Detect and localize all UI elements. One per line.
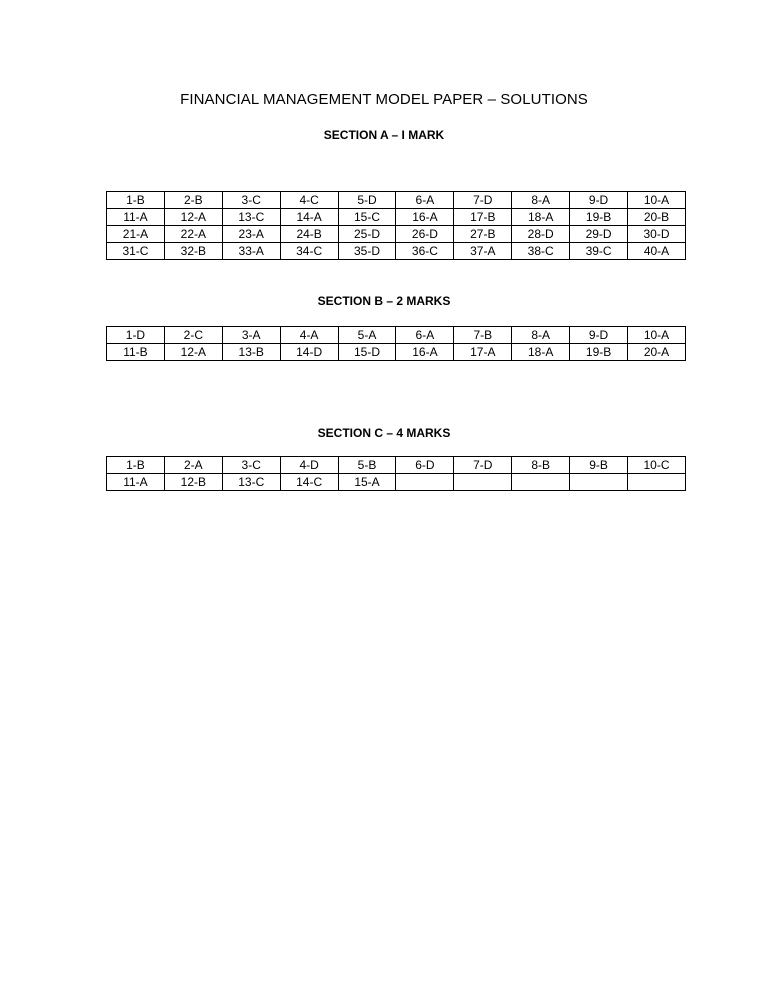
answer-cell: 39-C <box>570 243 628 260</box>
answer-cell: 20-A <box>628 344 686 361</box>
answer-cell: 5-B <box>338 457 396 474</box>
answer-cell: 24-B <box>280 226 338 243</box>
section-c-heading: SECTION C – 4 MARKS <box>317 426 451 440</box>
answer-cell: 8-A <box>512 327 570 344</box>
answer-cell: 8-B <box>512 457 570 474</box>
table-row <box>107 344 686 361</box>
answer-cell: 6-D <box>396 457 454 474</box>
section-b-answer-table <box>106 326 686 361</box>
table-row <box>107 457 686 474</box>
answer-cell: 7-D <box>454 192 512 209</box>
answer-cell: 10-A <box>628 327 686 344</box>
answer-cell: 21-A <box>107 226 165 243</box>
answer-cell: 3-C <box>222 192 280 209</box>
answer-cell: 37-A <box>454 243 512 260</box>
answer-cell: 14-A <box>280 209 338 226</box>
answer-cell: 10-A <box>628 192 686 209</box>
answer-cell: 1-B <box>107 457 165 474</box>
answer-cell: 4-D <box>280 457 338 474</box>
answer-cell: 40-A <box>628 243 686 260</box>
answer-cell: 9-D <box>570 327 628 344</box>
answer-cell: 26-D <box>396 226 454 243</box>
answer-cell: 19-B <box>570 344 628 361</box>
answer-cell: 17-A <box>454 344 512 361</box>
answer-cell: 18-A <box>512 209 570 226</box>
answer-cell: 11-A <box>107 474 165 491</box>
answer-cell: 33-A <box>222 243 280 260</box>
answer-cell: 30-D <box>628 226 686 243</box>
answer-cell: 5-A <box>338 327 396 344</box>
answer-cell: 23-A <box>222 226 280 243</box>
section-a-heading: SECTION A – I MARK <box>323 128 445 142</box>
table-row <box>107 209 686 226</box>
section-c-answer-table <box>106 456 686 491</box>
answer-cell: 20-B <box>628 209 686 226</box>
answer-cell: 25-D <box>338 226 396 243</box>
table-row <box>107 327 686 344</box>
answer-cell: 14-D <box>280 344 338 361</box>
table-row <box>107 243 686 260</box>
answer-cell: 12-A <box>164 209 222 226</box>
answer-cell: 1-B <box>107 192 165 209</box>
answer-cell: 4-A <box>280 327 338 344</box>
answer-cell: 12-A <box>164 344 222 361</box>
answer-cell: 29-D <box>570 226 628 243</box>
answer-cell: 6-A <box>396 327 454 344</box>
answer-cell: 2-B <box>164 192 222 209</box>
answer-cell: 16-A <box>396 209 454 226</box>
answer-cell: 13-C <box>222 474 280 491</box>
answer-cell <box>570 474 628 491</box>
answer-cell: 14-C <box>280 474 338 491</box>
answer-cell: 11-B <box>107 344 165 361</box>
answer-cell: 15-C <box>338 209 396 226</box>
answer-cell: 8-A <box>512 192 570 209</box>
answer-cell: 15-A <box>338 474 396 491</box>
answer-cell <box>628 474 686 491</box>
answer-cell: 2-A <box>164 457 222 474</box>
answer-cell: 22-A <box>164 226 222 243</box>
answer-cell <box>396 474 454 491</box>
table-row <box>107 474 686 491</box>
answer-cell: 4-C <box>280 192 338 209</box>
answer-cell: 35-D <box>338 243 396 260</box>
answer-cell: 13-C <box>222 209 280 226</box>
answer-cell: 9-D <box>570 192 628 209</box>
answer-cell: 18-A <box>512 344 570 361</box>
answer-cell: 36-C <box>396 243 454 260</box>
section-a-answer-table <box>106 191 686 260</box>
answer-cell: 34-C <box>280 243 338 260</box>
answer-cell: 12-B <box>164 474 222 491</box>
answer-cell: 7-D <box>454 457 512 474</box>
answer-cell: 5-D <box>338 192 396 209</box>
answer-cell: 32-B <box>164 243 222 260</box>
answer-cell: 15-D <box>338 344 396 361</box>
answer-cell: 31-C <box>107 243 165 260</box>
answer-cell: 17-B <box>454 209 512 226</box>
answer-cell <box>454 474 512 491</box>
answer-cell <box>512 474 570 491</box>
answer-cell: 38-C <box>512 243 570 260</box>
answer-cell: 16-A <box>396 344 454 361</box>
answer-cell: 9-B <box>570 457 628 474</box>
answer-cell: 1-D <box>107 327 165 344</box>
answer-cell: 10-C <box>628 457 686 474</box>
answer-cell: 27-B <box>454 226 512 243</box>
answer-cell: 3-C <box>222 457 280 474</box>
section-b-heading: SECTION B – 2 MARKS <box>317 294 451 308</box>
answer-cell: 3-A <box>222 327 280 344</box>
answer-cell: 11-A <box>107 209 165 226</box>
table-row <box>107 192 686 209</box>
answer-cell: 7-B <box>454 327 512 344</box>
document-title: FINANCIAL MANAGEMENT MODEL PAPER – SOLUTIONS <box>180 91 588 108</box>
answer-cell: 13-B <box>222 344 280 361</box>
answer-cell: 19-B <box>570 209 628 226</box>
answer-cell: 6-A <box>396 192 454 209</box>
table-row <box>107 226 686 243</box>
answer-cell: 28-D <box>512 226 570 243</box>
answer-cell: 2-C <box>164 327 222 344</box>
